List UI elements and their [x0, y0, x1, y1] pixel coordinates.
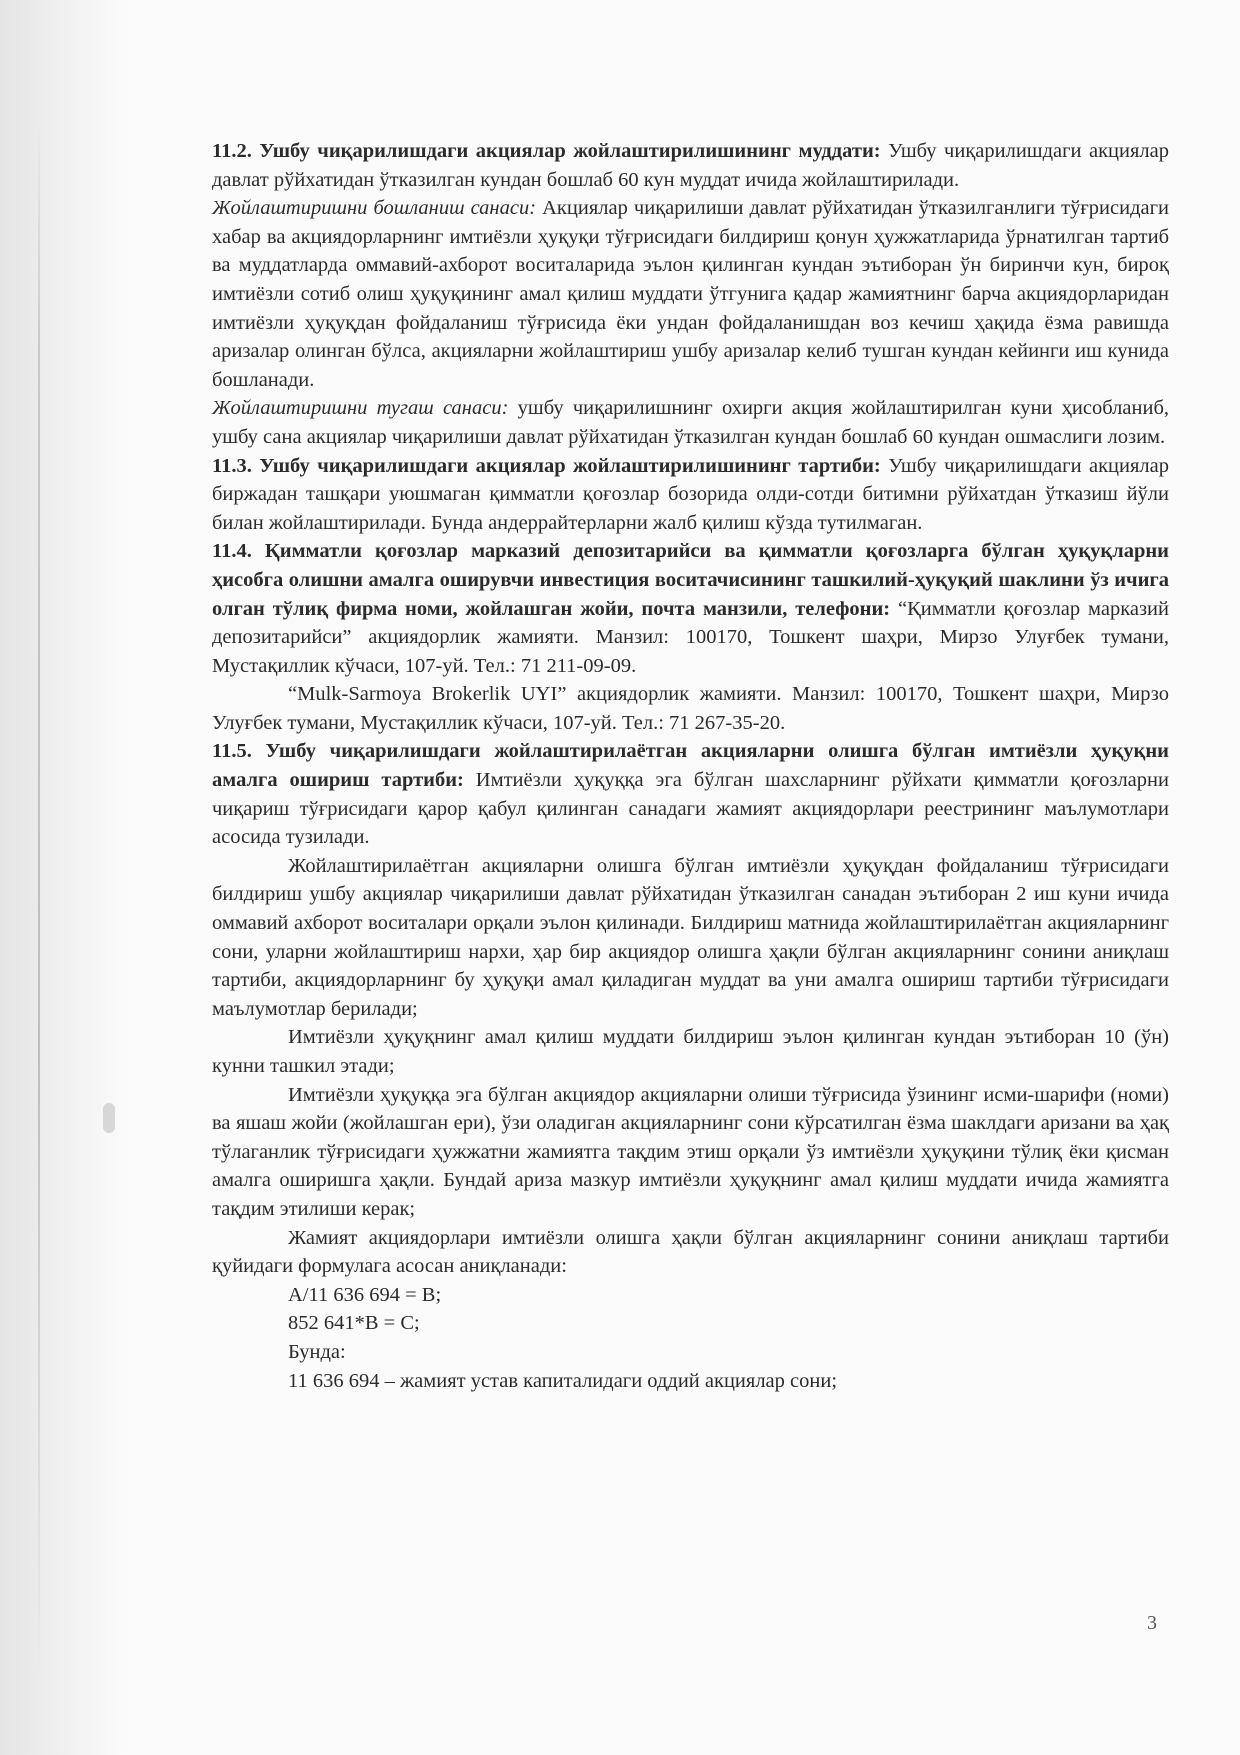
scan-shadow: [0, 0, 130, 1755]
section-heading: 11.2. Ушбу чиқарилишдаги акциялар жойлаштирилишининг муддати:: [212, 140, 881, 162]
formula-line: A/11 636 694 = B;: [288, 1283, 442, 1306]
page-number: 3: [1147, 1612, 1157, 1634]
formula-line: Бунда:: [288, 1340, 346, 1363]
section-11-3: [212, 452, 1169, 538]
section-heading: 11.3. Ушбу чиқарилишдаги акциялар жойлаштирилишининг тартиби:: [212, 454, 881, 477]
section-heading: 11.4. Қимматли қоғозлар марказий депозитарийси ва қимматли қоғозларга бўлган ҳуқуқларни ҳисобга олишни амалга оширувчи инвестиция воситачисининг ташкилий-ҳуқуқий шаклини ўз ичига олган тўлиқ фирма номи, жойлашган жойи, почта манзили, телефони:: [212, 540, 1169, 620]
broker-paragraph: “Mulk-Sarmoya Brokerlik UYI” акциядорлик жамияти. Манзил: 100170, Тошкент шаҳри, Мирзо Улуғбек тумани, Мустақиллик кўчаси, 107-уй. Тел.: 71 267-35-20.: [212, 683, 1169, 734]
section-text: “Қимматли қоғозлар марказий депозитарийси” акциядорлик жамияти. Манзил: 100170, Тошкент шаҳри, Мирзо Улуғбек тумани, Мустақиллик кўчаси, 107-уй. Тел.: 71 211-09-09.: [212, 597, 1169, 677]
formula-line: 852 641*B = C;: [288, 1312, 420, 1335]
term-paragraph: Имтиёзли ҳуқуқнинг амал қилиш муддати билдириш эълон қилинган кундан эътиборан 10 (ўн) кунни ташкил этади;: [212, 1026, 1169, 1077]
formula-line: 11 636 694 – жамият устав капиталидаги оддий акциялар сони;: [288, 1369, 838, 1392]
section-text: Ушбу чиқарилишдаги акциялар биржадан ташқари уюшмаган қимматли қоғозлар бозорида олди-сотди битимни рўйхатдан ўтказиш йўли билан жойлаштирилади. Бунда андеррайтерларни жалб қилиш кўзда тутилмаган.: [212, 454, 1170, 534]
application-paragraph: Имтиёзли ҳуқуққа эга бўлган акциядор акцияларни олиши тўғрисида ўзининг исми-шарифи (номи) ва яшаш жойи (жойлашган ери), ўзи оладиган акцияларнинг сони кўрсатилган ёзма шаклдаги аризани ва ҳақ тўлаганлик тўғрисидаги ҳужжатни жамиятга тақдим этиш орқали ўз имтиёзли ҳуқуқини тўлиқ ёки қисман амалга оширишга ҳақли. Бундай ариза мазкур имтиёзли ҳуқуқнинг амал қилиш муддати ичида жамиятга тақдим этилиши керак;: [212, 1083, 1169, 1220]
punch-hole: [103, 1103, 115, 1133]
formula-intro-paragraph: Жамият акциядорлари имтиёзли олишга ҳақли бўлган акцияларнинг сонини аниқлаш тартиби қуйидаги формулага асосан аниқланади:: [212, 1226, 1169, 1278]
paragraph-text: Акциялар чиқарилиши давлат рўйхатидан ўтказилганлиги тўғрисидаги хабар ва акциядорларнинг имтиёзли ҳуқуқи тўғрисидаги билдириш қонун ҳужжатларида ўрнатилган тартиб ва муддатларда оммавий-ахборот воситаларида эълон қилинган кундан эътиборан ўн биринчи кун, бироқ имтиёзли сотиб олиш ҳуқуқининг амал қилиш муддати ўтгунига қадар жамиятнинг барча акциядорларидан имтиёзли ҳуқуқдан фойдаланиш тўғрисида ёки ундан фойдаланишдан воз кечиш ҳақида ёзма равишда аризалар олинган бўлса, акцияларни жойлаштириш ушбу аризалар келиб тушган кундан кейинги иш кунида бошланади.: [212, 197, 1169, 391]
placement-start-paragraph: [212, 194, 1169, 394]
section-11-4: [212, 537, 1169, 680]
fold-line: [38, 120, 40, 1680]
italic-label: Жойлаштиришни бошланиш санаси:: [212, 197, 537, 220]
paragraph-text: ушбу чиқарилишнинг охирги акция жойлаштирилган куни ҳисобланиб, ушбу сана акциялар чиқарилиши давлат рўйхатидан ўтказилган кундан бошлаб 60 кундан ошмаслиги лозим.: [212, 397, 1169, 448]
section-text: Имтиёзли ҳуқуққа эга бўлган шахсларнинг рўйхати қимматли қоғозларни чиқариш тўғрисидаги қарор қабул қилинган санадаги жамият акциядорлари реестрининг маълумотлари асосида тузилади.: [212, 769, 1169, 849]
notice-paragraph: Жойлаштирилаётган акцияларни олишга бўлган имтиёзли ҳуқуқдан фойдаланиш тўғрисидаги билдириш ушбу акциялар чиқарилиши давлат рўйхатидан ўтказилган санадан эътиборан 2 иш куни ичида оммавий ахборот воситалари орқали эълон қилинади. Билдириш матнида жойлаштирилаётган акцияларнинг сони, уларни жойлаштириш нархи, ҳар бир акциядор олишга ҳақли бўлган акцияларнинг сонини аниқлаш тартиби, акциядорларнинг бу ҳуқуқи амал қиладиган муддат ва уни амалга ошириш тартиби тўғрисидаги маълумотлар берилади;: [212, 854, 1169, 1020]
italic-label: Жойлаштиришни тугаш санаси:: [212, 397, 509, 420]
section-11-5: [212, 737, 1169, 851]
section-heading: 11.5. Ушбу чиқарилишдаги жойлаштирилаётган акцияларни олишга бўлган имтиёзли ҳуқуқни амалга ошириш тартиби:: [212, 740, 1169, 792]
section-text: Ушбу чиқарилишдаги акциялар давлат рўйхатидан ўтказилган кундан бошлаб 60 кун муддат ичида жойлаштирилади.: [212, 140, 1170, 191]
placement-end-paragraph: [212, 394, 1169, 451]
document-body: [212, 137, 1169, 1395]
section-11-2: [212, 137, 1169, 194]
